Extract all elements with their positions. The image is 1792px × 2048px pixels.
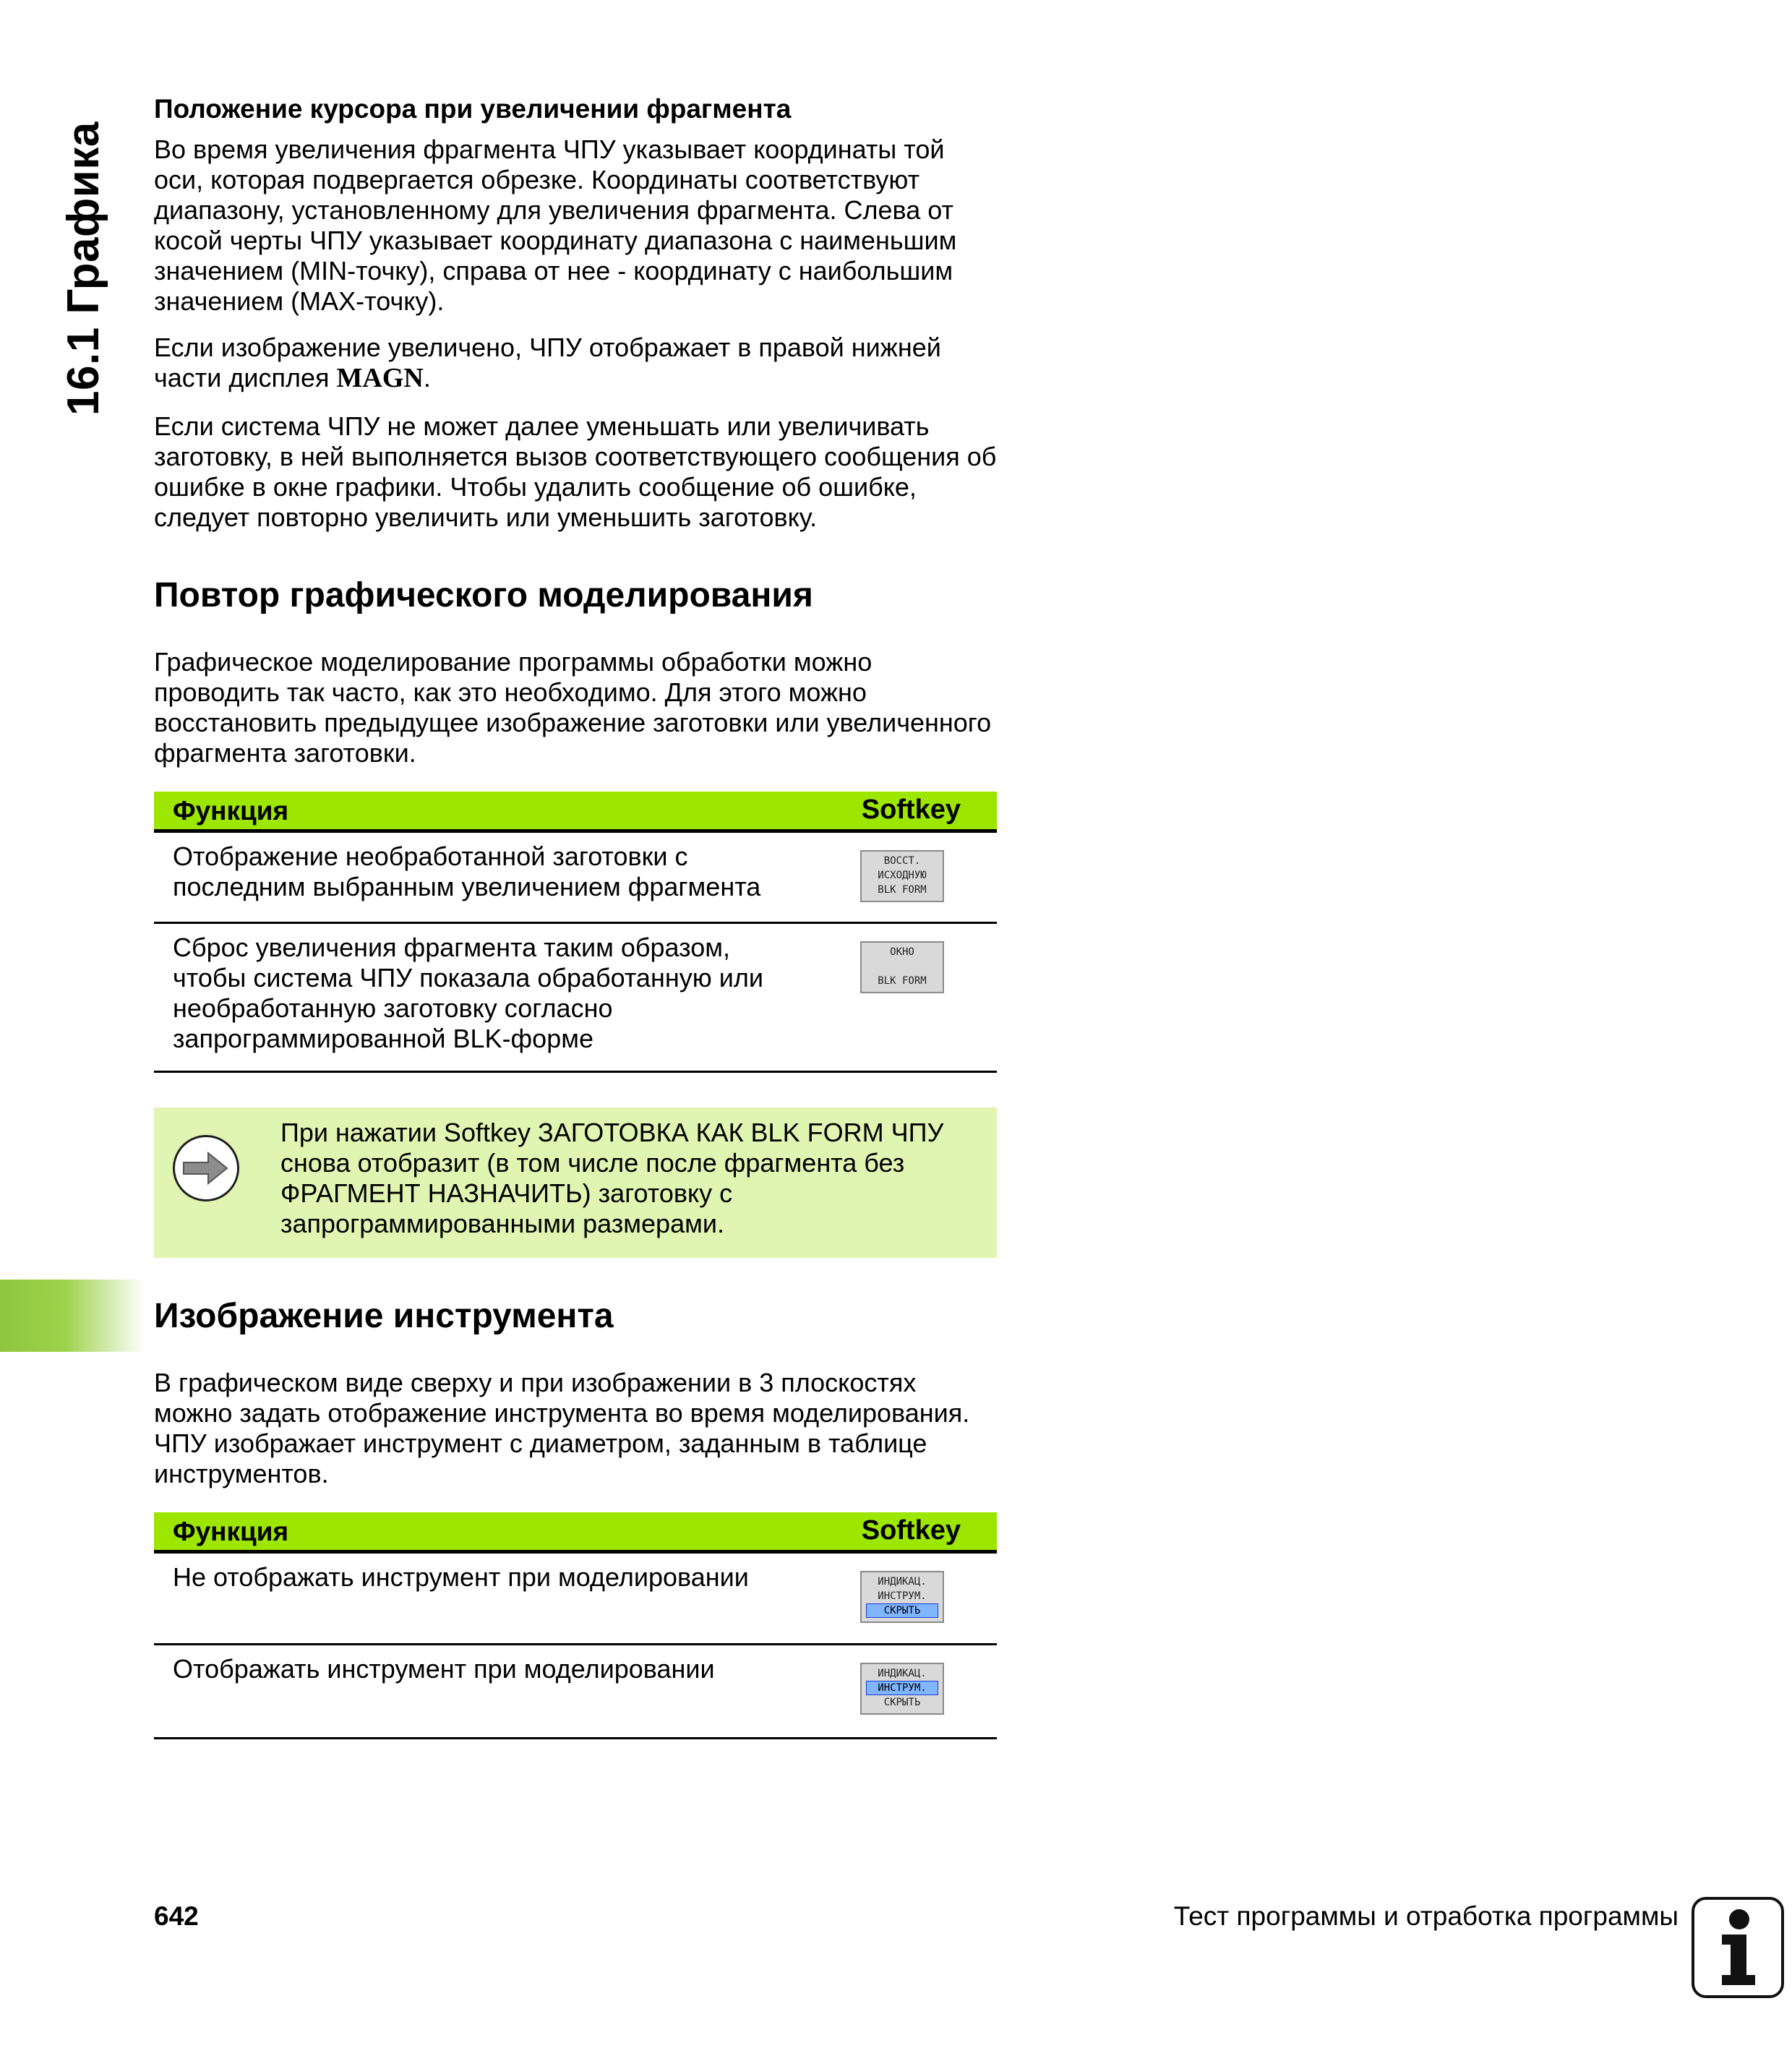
paragraph-magn-indicator <box>154 333 997 393</box>
softkey-line: ВОССТ. <box>883 855 921 867</box>
info-icon <box>1692 1897 1784 1998</box>
softkey-line: BLK FORM <box>878 975 927 987</box>
restore-blank-softkey[interactable] <box>860 850 944 902</box>
softkey-line: ИСХОДНУЮ <box>878 870 927 881</box>
paragraph-text-end: . <box>423 363 431 393</box>
row-function-text: Сброс увеличения фрагмента таким образом, чтобы система ЧПУ показала обработанную или необработанную заготовку согласно запрограммированной BLK-форме <box>173 933 763 1053</box>
chapter-tab-marker <box>0 1280 145 1352</box>
window-blk-form-softkey[interactable] <box>860 941 944 993</box>
column-header-function: Функция <box>173 1517 289 1546</box>
arrow-right-icon <box>173 1135 239 1201</box>
softkey-line: ИНСТРУМ. <box>878 1590 927 1602</box>
column-header-softkey: Softkey <box>861 794 961 825</box>
softkey-line: ИНДИКАЦ. <box>878 1576 927 1588</box>
section-heading-cursor-position: Положение курсора при увеличении фрагмента <box>154 94 792 124</box>
table-header <box>154 1512 997 1554</box>
paragraph-zoom-error: Если система ЧПУ не может далее уменьшать или увеличивать заготовку, в ней выполняется вызов соответствующего сообщения об ошибке в окне графики. Чтобы удалить сообщение об ошибке, следует повторно увеличить или уменьшить заготовку. <box>154 411 997 532</box>
row-function-text: Не отображать инструмент при моделировании <box>173 1562 749 1592</box>
hide-tool-softkey[interactable] <box>860 1571 944 1623</box>
softkey-line-active: СКРЫТЬ <box>866 1603 938 1618</box>
softkey-line: ОКНО <box>890 946 914 958</box>
table-header <box>154 792 997 833</box>
paragraph-text: Если изображение увеличено, ЧПУ отображает в правой нижней части дисплея <box>154 333 941 393</box>
row-function-text: Отображать инструмент при моделировании <box>173 1654 715 1684</box>
softkey-line: СКРЫТЬ <box>883 1697 921 1708</box>
footer-chapter-title: Тест программы и отработка программы <box>1173 1901 1679 1931</box>
chapter-title-vertical: 16.1 Графика <box>59 121 108 416</box>
softkey-table-repeat <box>154 792 997 1075</box>
section-heading-repeat-simulation: Повтор графического моделирования <box>154 576 813 614</box>
paragraph-cursor-coordinates: Во время увеличения фрагмента ЧПУ указывает координаты той оси, которая подвергается обрезке. Координаты соответствуют диапазону, установленному для увеличения фрагмента. Слева от косой черты ЧПУ указывает координату диапазона с наименьшим значением (MIN-точку), справа от нее - координату с наибольшим значением (MAX-точку). <box>154 134 957 316</box>
magn-label: MAGN <box>336 363 424 393</box>
paragraph-repeat-simulation: Графическое моделирование программы обработки можно проводить так часто, как это необходимо. Для этого можно восстановить предыдущее изображение заготовки или увеличенного фрагмента заготовки. <box>154 647 992 768</box>
softkey-line <box>862 959 943 974</box>
table-row <box>154 833 997 924</box>
table-row <box>154 1645 997 1739</box>
softkey-line: BLK FORM <box>878 884 927 896</box>
note-text: При нажатии Softkey ЗАГОТОВКА КАК BLK FORM ЧПУ снова отобразит (в том числе после фрагмента без ФРАГМЕНТ НАЗНАЧИТЬ) заготовку с запрограммированными размерами. <box>280 1118 944 1238</box>
softkey-line: ИНДИКАЦ. <box>878 1668 927 1679</box>
note-box <box>154 1107 997 1258</box>
paragraph-tool-display: В графическом виде сверху и при изображении в 3 плоскостях можно задать отображение инструмента во время моделирования. ЧПУ изображает инструмент с диаметром, заданным в таблице инструментов. <box>154 1368 970 1488</box>
column-header-softkey: Softkey <box>861 1515 961 1546</box>
page-number: 642 <box>154 1901 199 1931</box>
section-heading-tool-display: Изображение инструмента <box>154 1297 614 1335</box>
show-tool-softkey[interactable] <box>860 1663 944 1715</box>
table-row <box>154 1554 997 1645</box>
softkey-table-tool <box>154 1512 997 1745</box>
table-row <box>154 924 997 1073</box>
column-header-function: Функция <box>173 796 289 826</box>
softkey-line-active: ИНСТРУМ. <box>866 1681 938 1695</box>
row-function-text: Отображение необработанной заготовки с последним выбранным увеличением фрагмента <box>173 841 761 901</box>
